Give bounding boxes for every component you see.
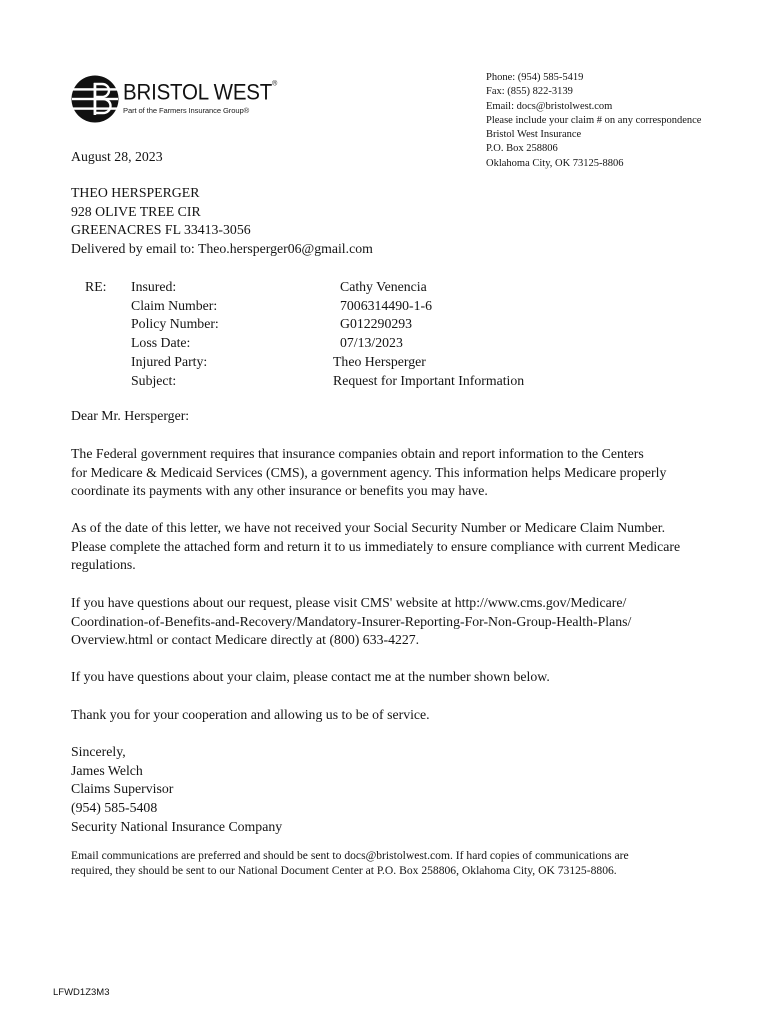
footer-note-line: Email communications are preferred and should be sent to docs@bristolwest.com. If hard copies of communications are bbox=[71, 849, 629, 862]
paragraph-thank-you bbox=[71, 706, 430, 725]
re-value-loss-date: 07/13/2023 bbox=[340, 335, 403, 351]
paragraph-line: Overview.html or contact Medicare directly at (800) 633-4227. bbox=[71, 632, 420, 648]
footer-note-line: required, they should be sent to our National Document Center at P.O. Box 258806, Oklahoma City, OK 73125-8806. bbox=[71, 863, 617, 877]
re-label-claim-number: Claim Number: bbox=[131, 297, 218, 313]
paragraph-line: If you have questions about your claim, please contact me at the number shown below. bbox=[71, 669, 550, 684]
paragraph-line: Thank you for your cooperation and allowing us to be of service. bbox=[71, 707, 430, 722]
logo-tagline: Part of the Farmers Insurance Group® bbox=[123, 106, 250, 115]
re-label-insured: Insured: bbox=[131, 279, 177, 294]
paragraph-line: Coordination-of-Benefits-and-Recovery/Mandatory-Insurer-Reporting-For-Non-Group-Health-Plans/ bbox=[71, 613, 632, 629]
contact-po-box: P.O. Box 258806 bbox=[486, 143, 558, 155]
paragraph-line: Please complete the attached form and return it to us immediately to ensure compliance with current Medicare bbox=[71, 538, 681, 554]
re-field-values bbox=[333, 278, 524, 390]
signature-name: James Welch bbox=[71, 762, 143, 778]
paragraph-line: The Federal government requires that insurance companies obtain and report information to the Centers bbox=[71, 446, 644, 461]
re-label-injured-party: Injured Party: bbox=[131, 353, 208, 369]
paragraph-line: coordinate its payments with any other insurance or benefits you may have. bbox=[71, 483, 488, 499]
contact-company: Bristol West Insurance bbox=[486, 129, 582, 141]
signature-closing: Sincerely, bbox=[71, 744, 126, 759]
recipient-delivery: Delivered by email to: Theo.hersperger06@gmail.com bbox=[71, 241, 373, 257]
re-value-injured-party: Theo Hersperger bbox=[333, 353, 426, 369]
paragraph-cms-requirement bbox=[71, 445, 666, 501]
letter-date: August 28, 2023 bbox=[71, 149, 163, 164]
salutation: Dear Mr. Hersperger: bbox=[71, 408, 190, 423]
paragraph-line: regulations. bbox=[71, 557, 136, 573]
recipient-name: THEO HERSPERGER bbox=[71, 185, 200, 200]
paragraph-line: As of the date of this letter, we have not received your Social Security Number or Medicare Claim Number. bbox=[71, 520, 666, 535]
re-label-policy-number: Policy Number: bbox=[131, 316, 219, 332]
company-logo bbox=[71, 75, 278, 123]
contact-email: Email: docs@bristolwest.com bbox=[486, 100, 613, 112]
footer-note bbox=[71, 849, 629, 878]
bristol-west-logo-mark-icon bbox=[71, 75, 119, 123]
signature-company: Security National Insurance Company bbox=[71, 818, 283, 834]
paragraph-cms-website bbox=[71, 594, 631, 650]
re-label-loss-date: Loss Date: bbox=[131, 335, 191, 351]
re-label-subject: Subject: bbox=[131, 372, 177, 388]
paragraph-line: for Medicare & Medicaid Services (CMS), a government agency. This information helps Medicare properly bbox=[71, 464, 667, 480]
paragraph-claim-questions bbox=[71, 668, 550, 687]
signature-block bbox=[71, 743, 282, 837]
recipient-city: GREENACRES FL 33413-3056 bbox=[71, 222, 251, 238]
document-id: LFWD1Z3M3 bbox=[53, 987, 110, 998]
paragraph-line: If you have questions about our request, please visit CMS' website at http://www.cms.gov/Medicare/ bbox=[71, 595, 627, 610]
signature-title: Claims Supervisor bbox=[71, 781, 174, 797]
re-label: RE: bbox=[85, 279, 107, 294]
logo-wordmark: BRISTOL WEST® bbox=[123, 80, 278, 105]
signature-phone: (954) 585-5408 bbox=[71, 800, 158, 816]
contact-phone: Phone: (954) 585-5419 bbox=[486, 72, 584, 83]
recipient-street: 928 OLIVE TREE CIR bbox=[71, 203, 201, 219]
re-value-subject: Request for Important Information bbox=[333, 372, 525, 388]
recipient-address bbox=[71, 184, 373, 259]
re-value-claim-number: 7006314490-1-6 bbox=[340, 297, 432, 313]
re-value-insured: Cathy Venencia bbox=[340, 279, 427, 294]
contact-note: Please include your claim # on any correspondence bbox=[486, 114, 702, 126]
contact-fax: Fax: (855) 822-3139 bbox=[486, 86, 573, 98]
contact-city: Oklahoma City, OK 73125-8806 bbox=[486, 157, 624, 169]
paragraph-missing-number bbox=[71, 519, 680, 575]
re-field-labels bbox=[131, 278, 219, 390]
re-value-policy-number: G012290293 bbox=[340, 316, 413, 332]
contact-block bbox=[486, 71, 701, 171]
